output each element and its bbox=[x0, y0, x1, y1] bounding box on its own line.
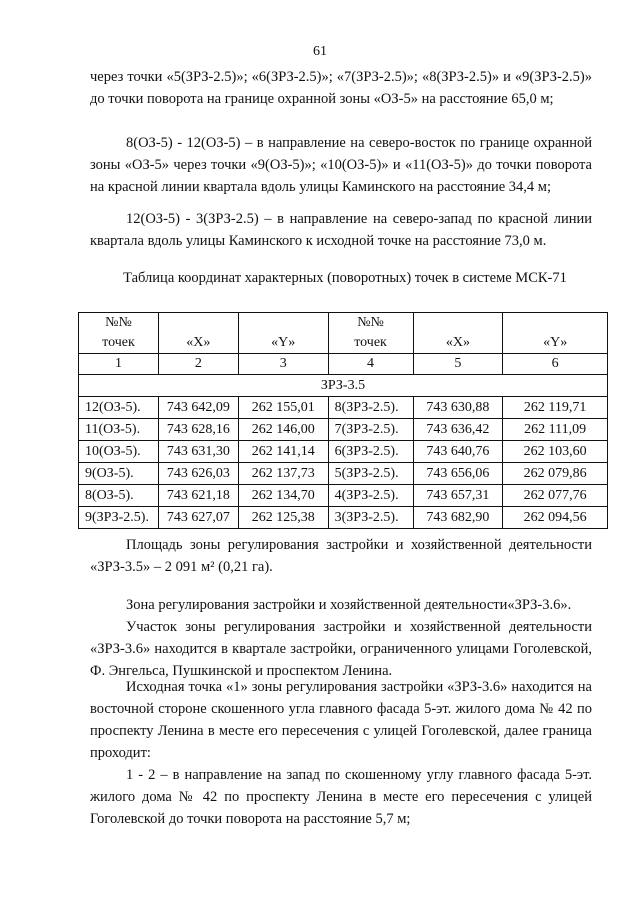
point-id-cell: 10(ОЗ-5). bbox=[79, 441, 159, 463]
coordinate-cell: 262 137,73 bbox=[238, 463, 328, 485]
table-row bbox=[79, 397, 608, 419]
zone-label: ЗРЗ-3.5 bbox=[79, 375, 608, 397]
coordinate-cell: 743 621,18 bbox=[158, 485, 238, 507]
coordinate-cell: 743 640,76 bbox=[413, 441, 503, 463]
column-number: 1 bbox=[79, 354, 159, 375]
point-id-cell: 5(ЗРЗ-2.5). bbox=[328, 463, 413, 485]
column-number: 2 bbox=[158, 354, 238, 375]
coordinate-cell: 262 111,09 bbox=[503, 419, 608, 441]
table-header-row bbox=[79, 333, 608, 354]
coordinate-cell: 262 079,86 bbox=[503, 463, 608, 485]
coordinate-cell: 262 134,70 bbox=[238, 485, 328, 507]
table-caption: Таблица координат характерных (поворотных) точек в системе МСК-71 bbox=[123, 270, 567, 286]
point-id-cell: 8(ЗРЗ-2.5). bbox=[328, 397, 413, 419]
point-id-cell: 8(ОЗ-5). bbox=[79, 485, 159, 507]
column-numbers-row bbox=[79, 354, 608, 375]
header-cell: №№ bbox=[79, 313, 159, 334]
point-id-cell: 6(ЗРЗ-2.5). bbox=[328, 441, 413, 463]
paragraph-route-8-12: 8(ОЗ-5) - 12(ОЗ-5) – в направление на северо-восток по границе охранной зоны «ОЗ-5» через точки «9(ОЗ-5)»; «10(ОЗ-5)» и «11(ОЗ-5)» до точки поворота на красной линии квартала вдоль улицы Каминского на расстояние 34,4 м; bbox=[90, 135, 592, 195]
coordinate-cell: 743 627,07 bbox=[158, 507, 238, 529]
coordinate-cell: 743 636,42 bbox=[413, 419, 503, 441]
coordinate-cell: 262 125,38 bbox=[238, 507, 328, 529]
coordinate-cell: 743 630,88 bbox=[413, 397, 503, 419]
table-header-row bbox=[79, 313, 608, 334]
table-row bbox=[79, 507, 608, 529]
coordinate-cell: 743 628,16 bbox=[158, 419, 238, 441]
coordinate-cell: 262 077,76 bbox=[503, 485, 608, 507]
header-cell: «Y» bbox=[238, 333, 328, 354]
coordinate-cell: 262 094,56 bbox=[503, 507, 608, 529]
coordinates-table bbox=[78, 312, 608, 529]
header-cell: точек bbox=[328, 333, 413, 354]
column-number: 5 bbox=[413, 354, 503, 375]
coordinate-cell: 262 103,60 bbox=[503, 441, 608, 463]
paragraph-area: Площадь зоны регулирования застройки и хозяйственной деятельности «ЗРЗ-3.5» – 2 091 м² (0,21 га). bbox=[90, 537, 592, 575]
coordinate-cell: 262 141,14 bbox=[238, 441, 328, 463]
paragraph-route-1-2: 1 - 2 – в направление на запад по скошенному углу главного фасада 5-эт. жилого дома № 42 по проспекту Ленина в месте его пересечения с улицей Гоголевской до точки поворота на расстояние 5,7 м; bbox=[90, 767, 592, 827]
point-id-cell: 7(ЗРЗ-2.5). bbox=[328, 419, 413, 441]
column-number: 4 bbox=[328, 354, 413, 375]
column-number: 6 bbox=[503, 354, 608, 375]
zone-heading: Зона регулирования застройки и хозяйственной деятельности«ЗРЗ-3.6». bbox=[126, 597, 572, 613]
coordinate-cell: 743 642,09 bbox=[158, 397, 238, 419]
header-cell: точек bbox=[79, 333, 159, 354]
table-row bbox=[79, 463, 608, 485]
point-id-cell: 9(ОЗ-5). bbox=[79, 463, 159, 485]
paragraph-route-continuation: через точки «5(ЗРЗ-2.5)»; «6(ЗРЗ-2.5)»; «7(ЗРЗ-2.5)»; «8(ЗРЗ-2.5)» и «9(ЗРЗ-2.5)» до точки поворота на границе охранной зоны «ОЗ-5» на расстояние 65,0 м; bbox=[90, 69, 592, 107]
paragraph-route-12-3: 12(ОЗ-5) - 3(ЗРЗ-2.5) – в направление на северо-запад по красной линии квартала вдоль улицы Каминского к исходной точке на расстояние 73,0 м. bbox=[90, 211, 592, 249]
point-id-cell: 12(ОЗ-5). bbox=[79, 397, 159, 419]
coordinate-cell: 262 146,00 bbox=[238, 419, 328, 441]
page-number: 61 bbox=[313, 44, 327, 59]
column-number: 3 bbox=[238, 354, 328, 375]
coordinate-cell: 743 682,90 bbox=[413, 507, 503, 529]
point-id-cell: 9(ЗРЗ-2.5). bbox=[79, 507, 159, 529]
table-row bbox=[79, 485, 608, 507]
header-cell: «Y» bbox=[503, 333, 608, 354]
header-cell bbox=[238, 313, 328, 334]
paragraph-zone-location: Участок зоны регулирования застройки и хозяйственной деятельности «ЗРЗ-3.6» находится в квартале застройки, ограниченного улицами Гоголевской, Ф. Энгельса, Пушкинской и проспектом Ленина. bbox=[90, 619, 592, 679]
coordinate-cell: 262 155,01 bbox=[238, 397, 328, 419]
point-id-cell: 3(ЗРЗ-2.5). bbox=[328, 507, 413, 529]
coordinate-cell: 262 119,71 bbox=[503, 397, 608, 419]
header-cell bbox=[503, 313, 608, 334]
coordinate-cell: 743 631,30 bbox=[158, 441, 238, 463]
table-row bbox=[79, 441, 608, 463]
point-id-cell: 11(ОЗ-5). bbox=[79, 419, 159, 441]
header-cell: «X» bbox=[158, 333, 238, 354]
coordinate-cell: 743 626,03 bbox=[158, 463, 238, 485]
point-id-cell: 4(ЗРЗ-2.5). bbox=[328, 485, 413, 507]
header-cell bbox=[413, 313, 503, 334]
coordinate-cell: 743 657,31 bbox=[413, 485, 503, 507]
table-row bbox=[79, 419, 608, 441]
zone-label-row bbox=[79, 375, 608, 397]
header-cell: «X» bbox=[413, 333, 503, 354]
paragraph-start-point: Исходная точка «1» зоны регулирования застройки «ЗРЗ-3.6» находится на восточной стороне скошенного угла главного фасада 5-эт. жилого дома № 42 по проспекту Ленина в месте его пересечения с улицей Гоголевской, далее граница проходит: bbox=[90, 679, 592, 761]
header-cell: №№ bbox=[328, 313, 413, 334]
header-cell bbox=[158, 313, 238, 334]
coordinate-cell: 743 656,06 bbox=[413, 463, 503, 485]
